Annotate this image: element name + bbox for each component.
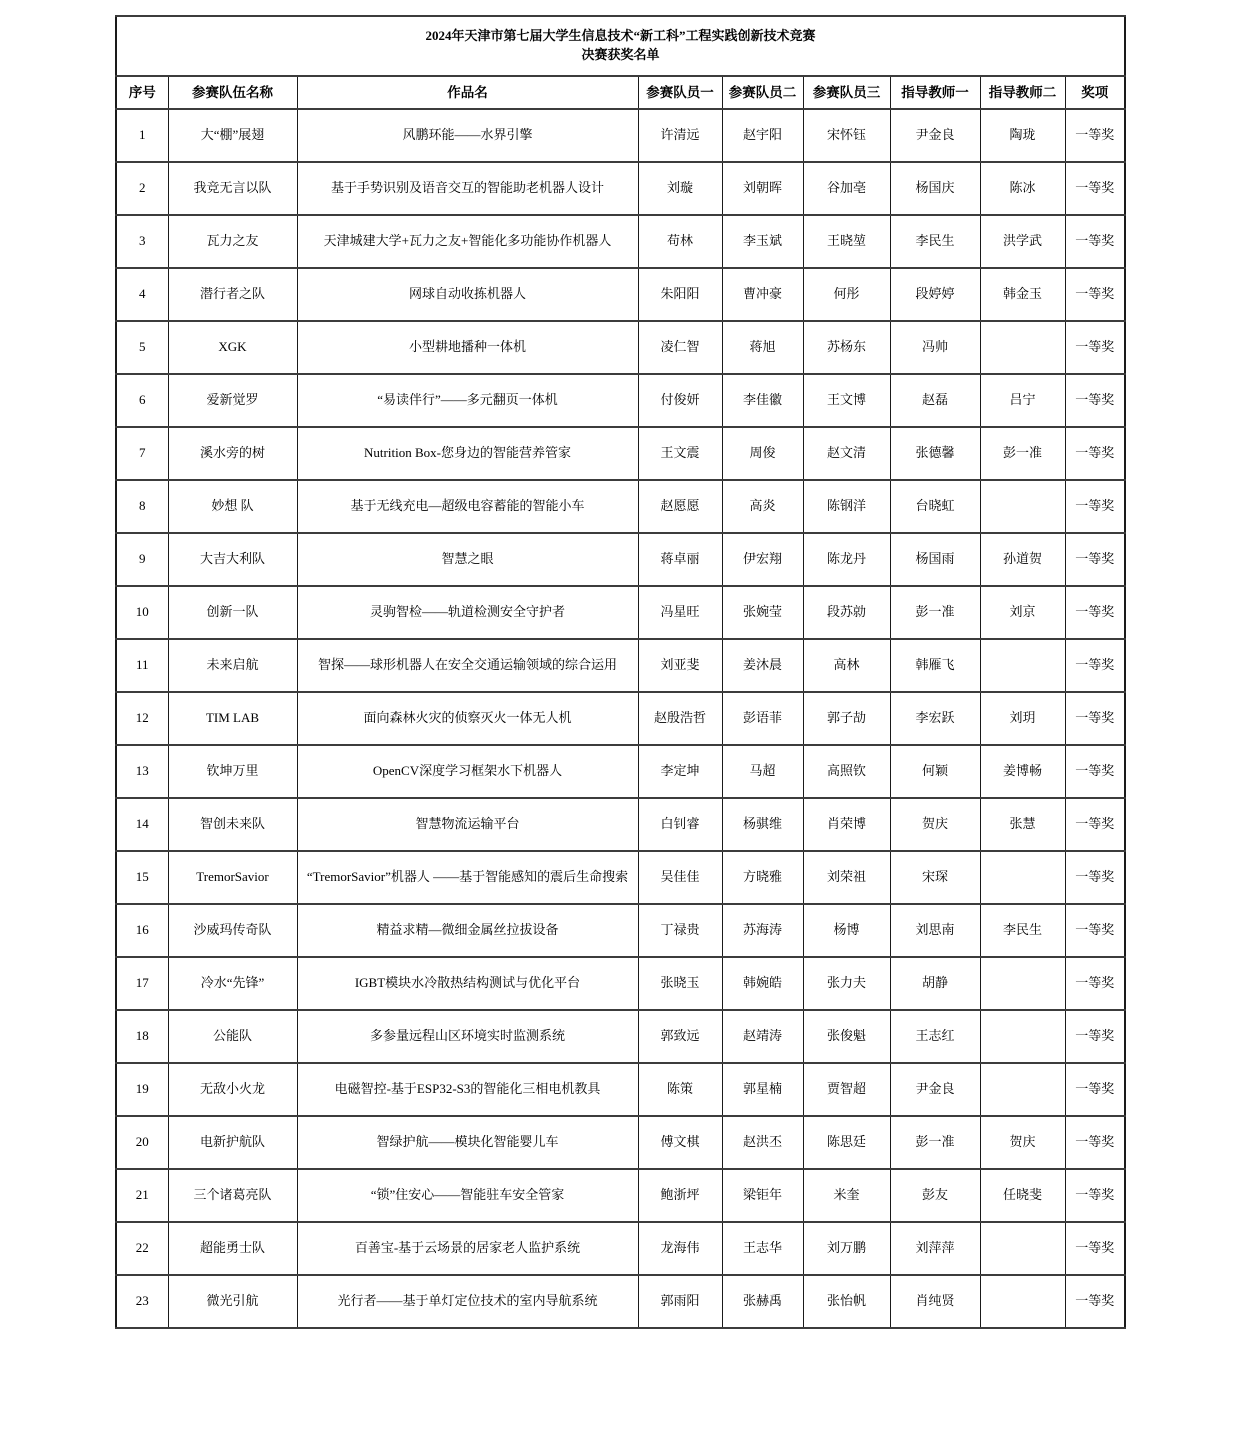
cell-member-1: 许清远 <box>638 109 722 162</box>
table-row <box>116 109 1125 162</box>
table-row <box>116 586 1125 639</box>
cell-serial-number: 9 <box>116 533 168 586</box>
cell-team-name: 公能队 <box>168 1010 297 1063</box>
column-header: 参赛队员一 <box>638 76 722 109</box>
cell-member-1: 郭致远 <box>638 1010 722 1063</box>
table-row <box>116 692 1125 745</box>
cell-member-1: 付俊妍 <box>638 374 722 427</box>
cell-advisor-2 <box>980 1222 1065 1275</box>
cell-advisor-1: 彭友 <box>890 1169 980 1222</box>
cell-advisor-2 <box>980 851 1065 904</box>
cell-serial-number: 4 <box>116 268 168 321</box>
cell-member-3: 郭子劼 <box>803 692 890 745</box>
cell-member-3: 贾智超 <box>803 1063 890 1116</box>
cell-serial-number: 20 <box>116 1116 168 1169</box>
column-header: 指导教师二 <box>980 76 1065 109</box>
cell-award: 一等奖 <box>1065 162 1125 215</box>
cell-member-1: 张晓玉 <box>638 957 722 1010</box>
table-row <box>116 798 1125 851</box>
cell-serial-number: 8 <box>116 480 168 533</box>
cell-advisor-2: 陶珑 <box>980 109 1065 162</box>
cell-member-1: 傅文棋 <box>638 1116 722 1169</box>
cell-team-name: 妙想 队 <box>168 480 297 533</box>
cell-serial-number: 23 <box>116 1275 168 1328</box>
cell-award: 一等奖 <box>1065 321 1125 374</box>
cell-member-2: 韩婉皓 <box>722 957 803 1010</box>
cell-serial-number: 22 <box>116 1222 168 1275</box>
cell-work-name: IGBT模块水冷散热结构测试与优化平台 <box>297 957 638 1010</box>
cell-team-name: 未来启航 <box>168 639 297 692</box>
cell-advisor-1: 杨国雨 <box>890 533 980 586</box>
cell-work-name: 精益求精—微细金属丝拉拔设备 <box>297 904 638 957</box>
cell-team-name: 沙威玛传奇队 <box>168 904 297 957</box>
table-row <box>116 480 1125 533</box>
cell-advisor-2: 刘京 <box>980 586 1065 639</box>
cell-award: 一等奖 <box>1065 109 1125 162</box>
cell-serial-number: 1 <box>116 109 168 162</box>
cell-work-name: 智慧之眼 <box>297 533 638 586</box>
cell-advisor-2 <box>980 480 1065 533</box>
cell-member-3: 陈钢洋 <box>803 480 890 533</box>
cell-member-1: 李定坤 <box>638 745 722 798</box>
cell-member-1: 凌仁智 <box>638 321 722 374</box>
cell-member-2: 马超 <box>722 745 803 798</box>
cell-work-name: 智探——球形机器人在安全交通运输领域的综合运用 <box>297 639 638 692</box>
cell-award: 一等奖 <box>1065 1222 1125 1275</box>
cell-team-name: 超能勇士队 <box>168 1222 297 1275</box>
cell-member-2: 姜沐晨 <box>722 639 803 692</box>
cell-team-name: 智创未来队 <box>168 798 297 851</box>
cell-serial-number: 7 <box>116 427 168 480</box>
cell-team-name: 冷水“先锋” <box>168 957 297 1010</box>
cell-advisor-2: 韩金玉 <box>980 268 1065 321</box>
cell-work-name: 基于无线充电—超级电容蓄能的智能小车 <box>297 480 638 533</box>
cell-member-1: 赵殷浩哲 <box>638 692 722 745</box>
cell-member-1: 吴佳佳 <box>638 851 722 904</box>
cell-work-name: 百善宝-基于云场景的居家老人监护系统 <box>297 1222 638 1275</box>
cell-serial-number: 18 <box>116 1010 168 1063</box>
cell-work-name: “锁”住安心——智能驻车安全管家 <box>297 1169 638 1222</box>
cell-work-name: 光行者——基于单灯定位技术的室内导航系统 <box>297 1275 638 1328</box>
cell-advisor-2: 洪学武 <box>980 215 1065 268</box>
cell-member-2: 郭星楠 <box>722 1063 803 1116</box>
cell-serial-number: 14 <box>116 798 168 851</box>
cell-advisor-2 <box>980 1010 1065 1063</box>
cell-team-name: 爱新觉罗 <box>168 374 297 427</box>
cell-member-3: 段苏勍 <box>803 586 890 639</box>
cell-advisor-2: 姜博畅 <box>980 745 1065 798</box>
cell-serial-number: 16 <box>116 904 168 957</box>
cell-serial-number: 11 <box>116 639 168 692</box>
cell-serial-number: 2 <box>116 162 168 215</box>
cell-member-3: 刘荣祖 <box>803 851 890 904</box>
table-row <box>116 1116 1125 1169</box>
cell-member-1: 郭雨阳 <box>638 1275 722 1328</box>
table-row <box>116 957 1125 1010</box>
cell-member-2: 李玉斌 <box>722 215 803 268</box>
column-header: 参赛队员三 <box>803 76 890 109</box>
cell-member-1: 刘璇 <box>638 162 722 215</box>
table-row <box>116 1169 1125 1222</box>
cell-member-1: 苟林 <box>638 215 722 268</box>
cell-work-name: 灵驹智检——轨道检测安全守护者 <box>297 586 638 639</box>
cell-member-1: 丁禄贵 <box>638 904 722 957</box>
cell-member-3: 王文博 <box>803 374 890 427</box>
cell-award: 一等奖 <box>1065 745 1125 798</box>
table-row <box>116 904 1125 957</box>
table-row <box>116 533 1125 586</box>
cell-serial-number: 3 <box>116 215 168 268</box>
cell-member-2: 梁钜年 <box>722 1169 803 1222</box>
cell-serial-number: 13 <box>116 745 168 798</box>
cell-work-name: 智慧物流运输平台 <box>297 798 638 851</box>
column-header: 参赛队员二 <box>722 76 803 109</box>
cell-member-1: 白钊睿 <box>638 798 722 851</box>
cell-member-2: 张赫禹 <box>722 1275 803 1328</box>
cell-member-3: 王晓堃 <box>803 215 890 268</box>
cell-work-name: 电磁智控-基于ESP32-S3的智能化三相电机教具 <box>297 1063 638 1116</box>
table-row <box>116 374 1125 427</box>
cell-advisor-1: 宋琛 <box>890 851 980 904</box>
cell-work-name: 风鹏环能——水界引擎 <box>297 109 638 162</box>
cell-member-2: 蒋旭 <box>722 321 803 374</box>
cell-advisor-1: 肖纯贤 <box>890 1275 980 1328</box>
cell-member-2: 赵宇阳 <box>722 109 803 162</box>
cell-advisor-2 <box>980 957 1065 1010</box>
cell-team-name: 钦坤万里 <box>168 745 297 798</box>
cell-advisor-2 <box>980 321 1065 374</box>
cell-award: 一等奖 <box>1065 480 1125 533</box>
cell-member-2: 彭语菲 <box>722 692 803 745</box>
cell-member-1: 鲍浙坪 <box>638 1169 722 1222</box>
cell-work-name: 智绿护航——模块化智能婴儿车 <box>297 1116 638 1169</box>
column-header: 序号 <box>116 76 168 109</box>
cell-member-3: 陈龙丹 <box>803 533 890 586</box>
table-row <box>116 639 1125 692</box>
cell-serial-number: 10 <box>116 586 168 639</box>
cell-team-name: TremorSavior <box>168 851 297 904</box>
table-row <box>116 321 1125 374</box>
cell-work-name: 基于手势识别及语音交互的智能助老机器人设计 <box>297 162 638 215</box>
cell-award: 一等奖 <box>1065 1063 1125 1116</box>
cell-member-2: 杨骐维 <box>722 798 803 851</box>
cell-team-name: 溪水旁的树 <box>168 427 297 480</box>
cell-award: 一等奖 <box>1065 851 1125 904</box>
cell-member-3: 张力夫 <box>803 957 890 1010</box>
cell-advisor-1: 彭一准 <box>890 586 980 639</box>
cell-advisor-1: 张德馨 <box>890 427 980 480</box>
table-row <box>116 1063 1125 1116</box>
award-list-table <box>115 15 1126 1329</box>
cell-serial-number: 21 <box>116 1169 168 1222</box>
cell-team-name: XGK <box>168 321 297 374</box>
cell-team-name: 三个诸葛亮队 <box>168 1169 297 1222</box>
cell-member-3: 刘万鹏 <box>803 1222 890 1275</box>
cell-award: 一等奖 <box>1065 427 1125 480</box>
table-row <box>116 851 1125 904</box>
cell-award: 一等奖 <box>1065 586 1125 639</box>
cell-member-2: 赵洪丕 <box>722 1116 803 1169</box>
cell-member-2: 张婉莹 <box>722 586 803 639</box>
cell-advisor-2 <box>980 1275 1065 1328</box>
column-header: 参赛队伍名称 <box>168 76 297 109</box>
column-header: 指导教师一 <box>890 76 980 109</box>
cell-advisor-1: 台晓虹 <box>890 480 980 533</box>
title-line-1: 2024年天津市第七届大学生信息技术“新工科”工程实践创新技术竞赛 <box>425 28 816 44</box>
cell-advisor-1: 刘思南 <box>890 904 980 957</box>
cell-advisor-1: 何颖 <box>890 745 980 798</box>
cell-serial-number: 6 <box>116 374 168 427</box>
cell-award: 一等奖 <box>1065 957 1125 1010</box>
cell-work-name: 多参量远程山区环境实时监测系统 <box>297 1010 638 1063</box>
cell-member-1: 龙海伟 <box>638 1222 722 1275</box>
cell-serial-number: 15 <box>116 851 168 904</box>
cell-serial-number: 17 <box>116 957 168 1010</box>
cell-team-name: 大“棚”展翅 <box>168 109 297 162</box>
cell-award: 一等奖 <box>1065 1010 1125 1063</box>
header-row <box>116 76 1125 109</box>
cell-award: 一等奖 <box>1065 904 1125 957</box>
cell-team-name: 瓦力之友 <box>168 215 297 268</box>
cell-advisor-1: 王志红 <box>890 1010 980 1063</box>
cell-serial-number: 19 <box>116 1063 168 1116</box>
cell-advisor-2 <box>980 639 1065 692</box>
cell-advisor-1: 尹金良 <box>890 1063 980 1116</box>
cell-award: 一等奖 <box>1065 639 1125 692</box>
cell-member-3: 高照钦 <box>803 745 890 798</box>
cell-advisor-1: 冯帅 <box>890 321 980 374</box>
cell-work-name: OpenCV深度学习框架水下机器人 <box>297 745 638 798</box>
cell-member-3: 高林 <box>803 639 890 692</box>
cell-work-name: 天津城建大学+瓦力之友+智能化多功能协作机器人 <box>297 215 638 268</box>
cell-member-2: 周俊 <box>722 427 803 480</box>
document-title <box>116 16 1125 76</box>
cell-advisor-2: 任晓斐 <box>980 1169 1065 1222</box>
cell-work-name: 网球自动收拣机器人 <box>297 268 638 321</box>
cell-advisor-1: 杨国庆 <box>890 162 980 215</box>
table-row <box>116 745 1125 798</box>
table-row <box>116 268 1125 321</box>
cell-serial-number: 12 <box>116 692 168 745</box>
cell-member-3: 谷加亳 <box>803 162 890 215</box>
title-line-2: 决赛获奖名单 <box>581 47 660 62</box>
cell-member-1: 赵愿愿 <box>638 480 722 533</box>
cell-advisor-1: 彭一准 <box>890 1116 980 1169</box>
column-header: 作品名 <box>297 76 638 109</box>
cell-award: 一等奖 <box>1065 1275 1125 1328</box>
cell-member-3: 米奎 <box>803 1169 890 1222</box>
cell-member-3: 苏杨东 <box>803 321 890 374</box>
cell-serial-number: 5 <box>116 321 168 374</box>
cell-advisor-1: 李民生 <box>890 215 980 268</box>
table-row <box>116 1275 1125 1328</box>
cell-member-2: 赵靖涛 <box>722 1010 803 1063</box>
table-row <box>116 427 1125 480</box>
table-row <box>116 215 1125 268</box>
cell-work-name: Nutrition Box-您身边的智能营养管家 <box>297 427 638 480</box>
cell-advisor-2: 李民生 <box>980 904 1065 957</box>
cell-member-2: 曹冲豪 <box>722 268 803 321</box>
cell-advisor-2: 陈冰 <box>980 162 1065 215</box>
cell-award: 一等奖 <box>1065 374 1125 427</box>
cell-member-3: 宋怀钰 <box>803 109 890 162</box>
cell-member-1: 王文震 <box>638 427 722 480</box>
cell-member-1: 刘亚斐 <box>638 639 722 692</box>
cell-work-name: 面向森林火灾的侦察灭火一体无人机 <box>297 692 638 745</box>
cell-member-2: 苏海涛 <box>722 904 803 957</box>
cell-member-2: 高炎 <box>722 480 803 533</box>
cell-award: 一等奖 <box>1065 1169 1125 1222</box>
cell-advisor-2: 彭一准 <box>980 427 1065 480</box>
cell-member-1: 冯星旺 <box>638 586 722 639</box>
cell-member-1: 陈策 <box>638 1063 722 1116</box>
cell-team-name: 无敌小火龙 <box>168 1063 297 1116</box>
cell-advisor-1: 赵磊 <box>890 374 980 427</box>
cell-advisor-1: 韩雁飞 <box>890 639 980 692</box>
cell-award: 一等奖 <box>1065 692 1125 745</box>
cell-advisor-1: 刘萍萍 <box>890 1222 980 1275</box>
cell-member-3: 张怡帆 <box>803 1275 890 1328</box>
cell-work-name: “TremorSavior”机器人 ——基于智能感知的震后生命搜索 <box>297 851 638 904</box>
cell-member-2: 李佳徽 <box>722 374 803 427</box>
cell-member-3: 赵文清 <box>803 427 890 480</box>
cell-team-name: 电新护航队 <box>168 1116 297 1169</box>
cell-member-3: 何彤 <box>803 268 890 321</box>
cell-advisor-2: 孙道贺 <box>980 533 1065 586</box>
cell-award: 一等奖 <box>1065 1116 1125 1169</box>
cell-member-3: 张俊魁 <box>803 1010 890 1063</box>
table-row <box>116 1222 1125 1275</box>
cell-advisor-2: 刘玥 <box>980 692 1065 745</box>
cell-advisor-2: 贺庆 <box>980 1116 1065 1169</box>
cell-member-1: 朱阳阳 <box>638 268 722 321</box>
table-row <box>116 162 1125 215</box>
table-row <box>116 1010 1125 1063</box>
title-row <box>116 16 1125 76</box>
cell-member-2: 方晓雅 <box>722 851 803 904</box>
cell-award: 一等奖 <box>1065 215 1125 268</box>
cell-member-2: 伊宏翔 <box>722 533 803 586</box>
cell-team-name: 潜行者之队 <box>168 268 297 321</box>
cell-work-name: 小型耕地播种一体机 <box>297 321 638 374</box>
cell-member-1: 蒋卓丽 <box>638 533 722 586</box>
cell-advisor-1: 段婷婷 <box>890 268 980 321</box>
cell-work-name: “易读伴行”——多元翻页一体机 <box>297 374 638 427</box>
cell-advisor-1: 尹金良 <box>890 109 980 162</box>
cell-advisor-2: 张慧 <box>980 798 1065 851</box>
cell-member-2: 刘朝晖 <box>722 162 803 215</box>
cell-advisor-1: 李宏跃 <box>890 692 980 745</box>
cell-award: 一等奖 <box>1065 533 1125 586</box>
cell-team-name: 微光引航 <box>168 1275 297 1328</box>
cell-team-name: 我竞无言以队 <box>168 162 297 215</box>
cell-member-2: 王志华 <box>722 1222 803 1275</box>
column-header: 奖项 <box>1065 76 1125 109</box>
cell-advisor-1: 胡静 <box>890 957 980 1010</box>
cell-advisor-2: 吕宁 <box>980 374 1065 427</box>
cell-member-3: 肖荣博 <box>803 798 890 851</box>
cell-advisor-2 <box>980 1063 1065 1116</box>
cell-team-name: 大吉大利队 <box>168 533 297 586</box>
cell-member-3: 杨博 <box>803 904 890 957</box>
cell-member-3: 陈思廷 <box>803 1116 890 1169</box>
cell-award: 一等奖 <box>1065 798 1125 851</box>
cell-award: 一等奖 <box>1065 268 1125 321</box>
cell-team-name: TIM LAB <box>168 692 297 745</box>
cell-team-name: 创新一队 <box>168 586 297 639</box>
cell-advisor-1: 贺庆 <box>890 798 980 851</box>
